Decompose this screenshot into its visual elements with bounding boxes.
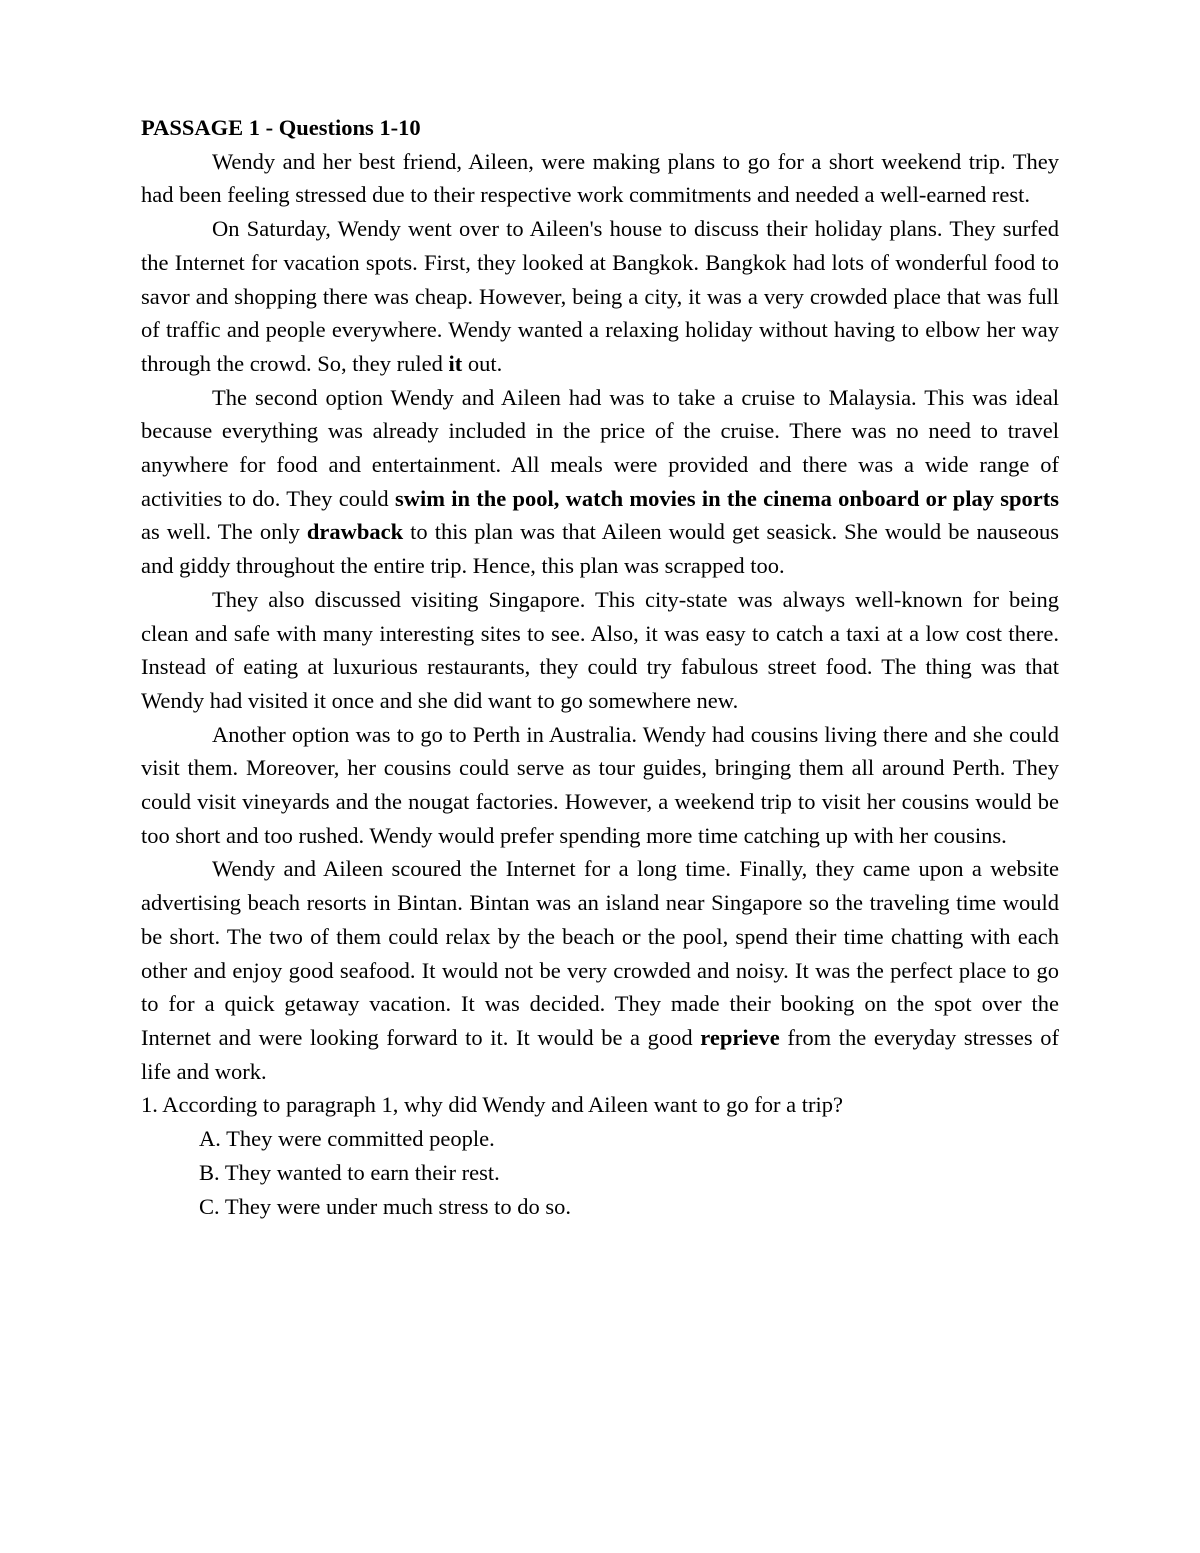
question-1-option-b: B. They wanted to earn their rest. <box>199 1159 500 1185</box>
paragraph-3-bold-activities: swim in the pool, watch movies in the cinema onboard or play sports <box>394 485 1059 511</box>
question-1-options <box>141 1122 1059 1223</box>
document-page <box>141 111 1059 1223</box>
paragraph-3-bold-drawback: drawback <box>306 519 404 545</box>
paragraph-2 <box>141 212 1059 381</box>
paragraph-3 <box>141 381 1059 583</box>
paragraph-3-text-c: as well. The only <box>141 519 307 545</box>
paragraph-6-text-a: Wendy and Aileen scoured the Internet for a long time. Finally, they came upon a website advertising beach resorts in Bintan. Bintan was an island near Singapore so the traveling time would be short. The two of them could relax by the beach or the pool, spend their time chatting with each other and enjoy good seafood. It would not be very crowded and noisy. It was the perfect place to go to for a quick getaway vacation. It was decided. They made their booking on the spot over the Internet and were looking forward to it. It would be a good <box>141 856 1059 1050</box>
paragraph-2-bold-it: it <box>448 350 463 376</box>
paragraph-6 <box>141 852 1059 1088</box>
passage-heading: PASSAGE 1 - Questions 1-10 <box>141 115 421 140</box>
paragraph-3-text-a: The second option Wendy and Aileen had was to take a cruise to Malaysia. This was ideal because everything was already included in the price of the cruise. There was no need to travel anywhere for food and entertainment. All meals were provided and there was a wide range of activities to do. They could <box>141 384 1059 511</box>
paragraph-6-text-c: from the everyday stresses of life and work. <box>141 1024 1059 1084</box>
paragraph-3-text-e: to this plan was that Aileen would get seasick. She would be nauseous and giddy throughout the entire trip. Hence, this plan was scrapped too. <box>141 519 1059 579</box>
question-1: 1. According to paragraph 1, why did Wendy and Aileen want to go for a trip? <box>141 1092 843 1118</box>
paragraph-2-text-c: out. <box>462 350 503 376</box>
paragraph-2-text-a: On Saturday, Wendy went over to Aileen's house to discuss their holiday plans. They surfed the Internet for vacation spots. First, they looked at Bangkok. Bangkok had lots of wonderful food to savor and shopping there was cheap. However, being a city, it was a very crowded place that was full of traffic and people everywhere. Wendy wanted a relaxing holiday without having to elbow her way through the crowd. So, they ruled <box>141 216 1059 376</box>
paragraph-4: They also discussed visiting Singapore. This city-state was always well-known for being clean and safe with many interesting sites to see. Also, it was easy to catch a taxi at a low cost there. Instead of eating at luxurious restaurants, they could try fabulous street food. The thing was that Wendy had visited it once and she did want to go somewhere new. <box>141 586 1059 713</box>
paragraph-5: Another option was to go to Perth in Australia. Wendy had cousins living there and she could visit them. Moreover, her cousins could serve as tour guides, bringing them all around Perth. They could visit vineyards and the nougat factories. However, a weekend trip to visit her cousins would be too short and too rushed. Wendy would prefer spending more time catching up with her cousins. <box>141 721 1059 848</box>
paragraph-1: Wendy and her best friend, Aileen, were making plans to go for a short weekend trip. They had been feeling stressed due to their respective work commitments and needed a well-earned rest. <box>141 148 1059 208</box>
question-1-option-a: A. They were committed people. <box>199 1126 495 1152</box>
paragraph-6-bold-reprieve: reprieve <box>700 1024 780 1050</box>
question-1-option-c: C. They were under much stress to do so. <box>199 1193 572 1219</box>
